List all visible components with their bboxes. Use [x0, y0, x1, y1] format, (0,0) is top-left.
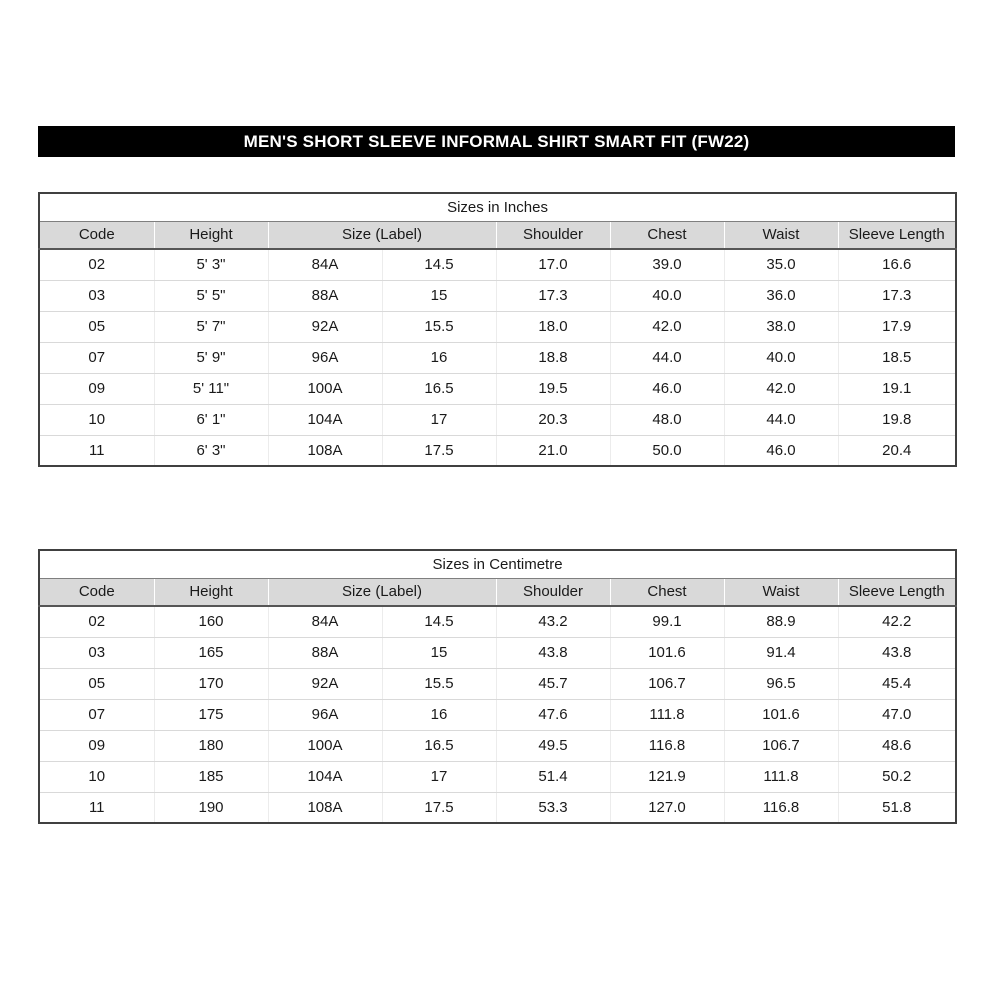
- table-cell: 10: [39, 404, 154, 435]
- table-cell: 111.8: [724, 761, 838, 792]
- table-row: [39, 699, 956, 730]
- table-row: [39, 668, 956, 699]
- table-cell: 50.0: [610, 435, 724, 466]
- table-cell: 101.6: [724, 699, 838, 730]
- table-cell: 07: [39, 699, 154, 730]
- table-cell: 43.8: [496, 637, 610, 668]
- table-cell: 100A: [268, 373, 382, 404]
- table-cell: 48.6: [838, 730, 956, 761]
- table-cell: 84A: [268, 606, 382, 637]
- table-cell: 10: [39, 761, 154, 792]
- table-cell: 46.0: [610, 373, 724, 404]
- table-cell: 17.3: [496, 280, 610, 311]
- table-cell: 16.5: [382, 373, 496, 404]
- column-header-sleeve-length: Sleeve Length: [838, 221, 956, 249]
- sizes-in-inches-table: [38, 192, 957, 467]
- table-cell: 101.6: [610, 637, 724, 668]
- table-cell: 16: [382, 699, 496, 730]
- product-title: MEN'S SHORT SLEEVE INFORMAL SHIRT SMART FIT (FW22): [243, 132, 750, 151]
- table-cell: 165: [154, 637, 268, 668]
- table-cell: 5' 11": [154, 373, 268, 404]
- table-header-row: [39, 221, 956, 249]
- table-cell: 11: [88, 798, 105, 816]
- table-cell: 116.8: [724, 792, 838, 823]
- table-cell: 40.0: [724, 342, 838, 373]
- column-header-shoulder: Shoulder: [496, 578, 610, 606]
- table-cell: 53.3: [496, 792, 610, 823]
- table-row: [39, 637, 956, 668]
- table-cell: 47.6: [496, 699, 610, 730]
- table-cell: 51.8: [838, 792, 956, 823]
- table-cell: 42.0: [724, 373, 838, 404]
- table-cell: 5' 7": [154, 311, 268, 342]
- size-chart-page: [38, 126, 955, 824]
- table-cell: 09: [39, 373, 154, 404]
- table-cell: 02: [39, 606, 154, 637]
- table-cell: 160: [154, 606, 268, 637]
- table-cell: 14.5: [382, 606, 496, 637]
- table-row: [39, 792, 956, 823]
- table-cell: 96A: [268, 699, 382, 730]
- table-cell: 15.5: [382, 311, 496, 342]
- table-cell: 180: [154, 730, 268, 761]
- table-cell: 5' 9": [154, 342, 268, 373]
- table-cell: 100A: [268, 730, 382, 761]
- table-cell: 47.0: [838, 699, 956, 730]
- table-cell: 18.5: [838, 342, 956, 373]
- table-cell: 48.0: [610, 404, 724, 435]
- table-cell: 21.0: [496, 435, 610, 466]
- column-header-sleeve-length: Sleeve Length: [838, 578, 956, 606]
- table-cell: 175: [154, 699, 268, 730]
- table-cell: 03: [39, 280, 154, 311]
- table-cell: 84A: [268, 249, 382, 280]
- table-cell: 20.4: [838, 435, 956, 466]
- column-header-chest: Chest: [610, 221, 724, 249]
- table-cell: 15: [382, 637, 496, 668]
- table-cell: 92A: [268, 668, 382, 699]
- table-title-inches: Sizes in Inches: [39, 193, 956, 221]
- table-cell: 6' 3": [154, 435, 268, 466]
- table-cell: 43.2: [496, 606, 610, 637]
- table-cell: 15: [382, 280, 496, 311]
- table-cell: 35.0: [724, 249, 838, 280]
- table-cell: 19.5: [496, 373, 610, 404]
- table-cell: 44.0: [610, 342, 724, 373]
- table-cell: 07: [39, 342, 154, 373]
- table-cell: 51.4: [496, 761, 610, 792]
- sizes-in-centimetre-table: [38, 549, 957, 824]
- table-cell: 92A: [268, 311, 382, 342]
- table-row: [39, 606, 956, 637]
- table-cell: 6' 1": [154, 404, 268, 435]
- column-header-height: Height: [154, 221, 268, 249]
- column-header-size-label: Size (Label): [268, 221, 496, 249]
- table-cell: 190: [154, 792, 268, 823]
- column-header-chest: Chest: [610, 578, 724, 606]
- table-cell: 50.2: [838, 761, 956, 792]
- table-cell: 17.0: [496, 249, 610, 280]
- table-cell: 106.7: [610, 668, 724, 699]
- table-cell: 108A: [268, 435, 382, 466]
- product-title-banner: [38, 126, 955, 157]
- table-cell: 02: [39, 249, 154, 280]
- table-cell: 170: [154, 668, 268, 699]
- table-cell: 17.9: [838, 311, 956, 342]
- table-cell: 16.6: [838, 249, 956, 280]
- table-cell: 91.4: [724, 637, 838, 668]
- table-title-row: [39, 550, 956, 578]
- table-row: [39, 404, 956, 435]
- table-cell: 127.0: [610, 792, 724, 823]
- table-cell: 104A: [268, 761, 382, 792]
- table-cell: 111.8: [610, 699, 724, 730]
- table-cell: 40.0: [610, 280, 724, 311]
- table-cell: 09: [39, 730, 154, 761]
- table-cell: 38.0: [724, 311, 838, 342]
- table-cell: 17.5: [382, 792, 496, 823]
- table-cell: 45.4: [838, 668, 956, 699]
- table-cell: 88A: [268, 637, 382, 668]
- table-header-row: [39, 578, 956, 606]
- table-cell: 43.8: [838, 637, 956, 668]
- table-cell: 15.5: [382, 668, 496, 699]
- table-cell: 185: [154, 761, 268, 792]
- table-body-centimetre: [39, 606, 956, 823]
- table-cell: 42.2: [838, 606, 956, 637]
- column-header-waist: Waist: [724, 578, 838, 606]
- column-header-size-label: Size (Label): [268, 578, 496, 606]
- column-header-shoulder: Shoulder: [496, 221, 610, 249]
- table-cell: 20.3: [496, 404, 610, 435]
- table-row: [39, 761, 956, 792]
- table-title-centimetre: Sizes in Centimetre: [39, 550, 956, 578]
- table-cell: 44.0: [724, 404, 838, 435]
- table-cell: 19.8: [838, 404, 956, 435]
- table-cell: 36.0: [724, 280, 838, 311]
- table-cell: 42.0: [610, 311, 724, 342]
- table-cell: 104A: [268, 404, 382, 435]
- table-row: [39, 280, 956, 311]
- table-cell: 5' 3": [154, 249, 268, 280]
- table-row: [39, 730, 956, 761]
- table-cell: 88A: [268, 280, 382, 311]
- column-header-waist: Waist: [724, 221, 838, 249]
- table-cell: 45.7: [496, 668, 610, 699]
- table-row: [39, 373, 956, 404]
- table-cell: 99.1: [610, 606, 724, 637]
- table-title-row: [39, 193, 956, 221]
- table-cell: 14.5: [382, 249, 496, 280]
- table-body-inches: [39, 249, 956, 466]
- table-cell: 96.5: [724, 668, 838, 699]
- table-row: [39, 311, 956, 342]
- table-cell: 49.5: [496, 730, 610, 761]
- table-cell: 96A: [268, 342, 382, 373]
- table-cell: 16: [382, 342, 496, 373]
- table-cell: 46.0: [724, 435, 838, 466]
- table-cell: 17: [382, 761, 496, 792]
- table-cell: 116.8: [610, 730, 724, 761]
- table-cell: 05: [39, 668, 154, 699]
- table-row: [39, 249, 956, 280]
- table-cell: 03: [39, 637, 154, 668]
- table-cell: 17.3: [838, 280, 956, 311]
- column-header-code: Code: [39, 221, 154, 249]
- table-row: [39, 435, 956, 466]
- table-cell: 18.0: [496, 311, 610, 342]
- table-cell: 19.1: [838, 373, 956, 404]
- table-cell: 108A: [268, 792, 382, 823]
- table-cell: 17: [382, 404, 496, 435]
- table-cell: 106.7: [724, 730, 838, 761]
- table-cell: 39.0: [610, 249, 724, 280]
- table-cell: 17.5: [382, 435, 496, 466]
- table-cell: 121.9: [610, 761, 724, 792]
- table-row: [39, 342, 956, 373]
- table-cell: 18.8: [496, 342, 610, 373]
- table-cell: 5' 5": [154, 280, 268, 311]
- table-cell: 11: [88, 441, 105, 459]
- column-header-code: Code: [39, 578, 154, 606]
- table-cell: 88.9: [724, 606, 838, 637]
- column-header-height: Height: [154, 578, 268, 606]
- table-cell: 05: [39, 311, 154, 342]
- table-cell: 16.5: [382, 730, 496, 761]
